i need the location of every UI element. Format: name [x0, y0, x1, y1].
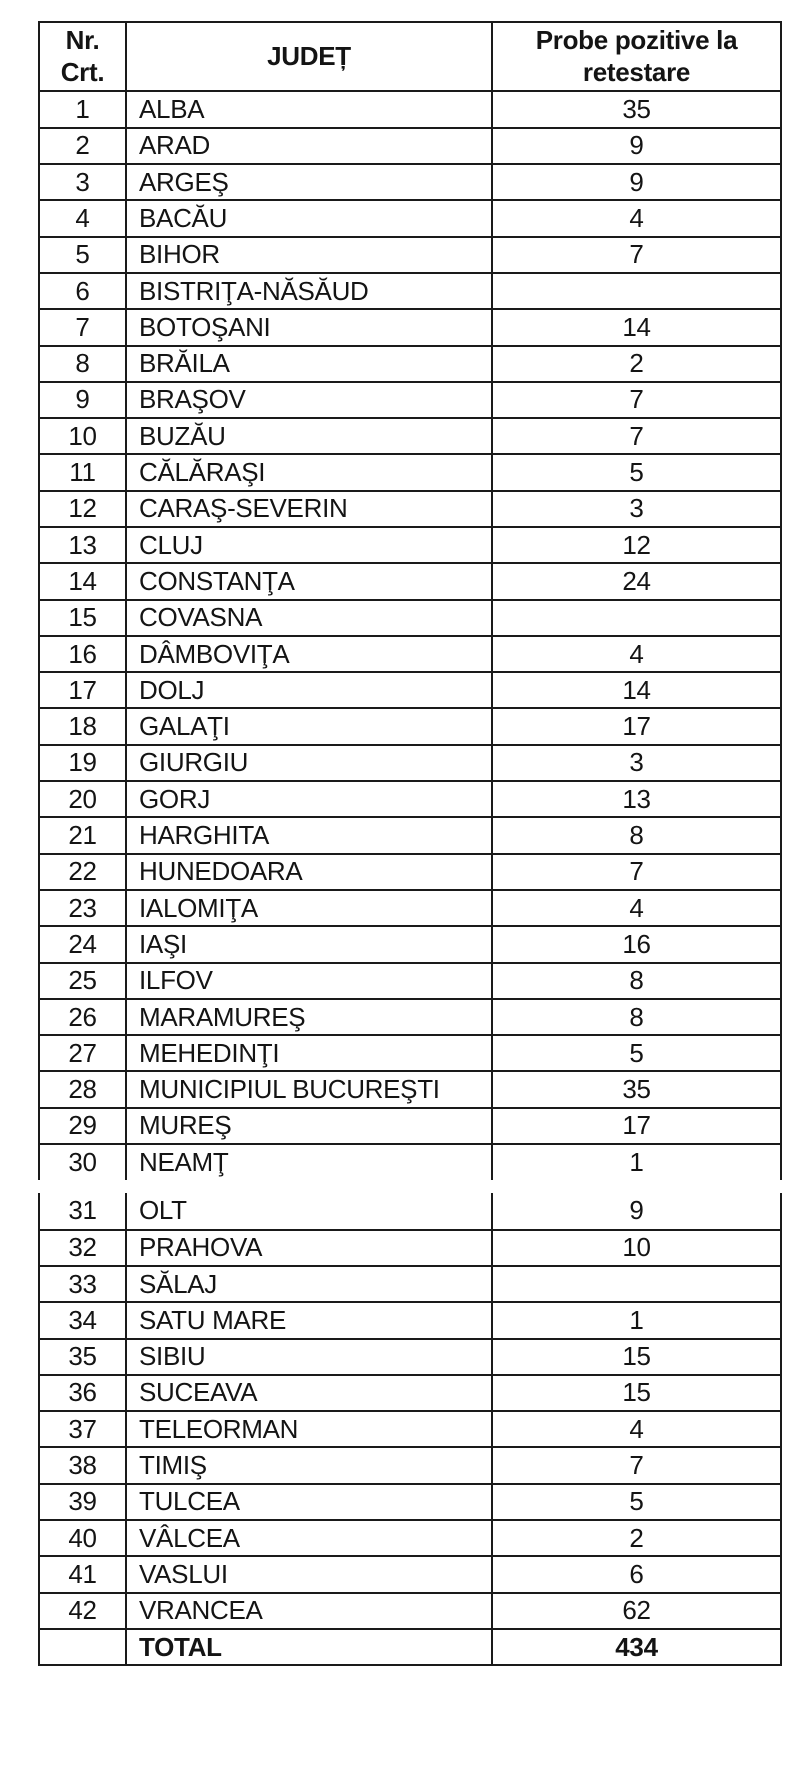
- county-name-cell: SUCEAVA: [126, 1375, 492, 1411]
- row-number-cell: 28: [39, 1071, 126, 1107]
- row-number-cell: 18: [39, 708, 126, 744]
- table-row: [39, 999, 781, 1035]
- county-name-cell: HUNEDOARA: [126, 854, 492, 890]
- table-header: [39, 22, 781, 91]
- row-number-cell: 26: [39, 999, 126, 1035]
- row-number-cell: 35: [39, 1339, 126, 1375]
- row-number-cell: 17: [39, 672, 126, 708]
- row-number-cell: 40: [39, 1520, 126, 1556]
- value-cell: 1: [492, 1302, 781, 1338]
- table-row: [39, 600, 781, 636]
- table-row: [39, 854, 781, 890]
- row-number-cell: 24: [39, 926, 126, 962]
- value-cell: 17: [492, 708, 781, 744]
- row-number-cell: 15: [39, 600, 126, 636]
- total-empty-cell: [39, 1629, 126, 1665]
- row-number-cell: 10: [39, 418, 126, 454]
- value-cell: 8: [492, 963, 781, 999]
- value-cell: 4: [492, 1411, 781, 1447]
- county-name-cell: DOLJ: [126, 672, 492, 708]
- table-row: [39, 817, 781, 853]
- table-row: [39, 91, 781, 127]
- county-name-cell: TIMIŞ: [126, 1447, 492, 1483]
- total-value-cell: 434: [492, 1629, 781, 1665]
- row-number-cell: 1: [39, 91, 126, 127]
- value-cell: 8: [492, 817, 781, 853]
- county-name-cell: PRAHOVA: [126, 1230, 492, 1266]
- header-judet: JUDEȚ: [126, 22, 492, 91]
- county-name-cell: VASLUI: [126, 1556, 492, 1592]
- row-number-cell: 20: [39, 781, 126, 817]
- table-row: [39, 128, 781, 164]
- row-number-cell: 9: [39, 382, 126, 418]
- county-name-cell: MEHEDINŢI: [126, 1035, 492, 1071]
- county-name-cell: ALBA: [126, 91, 492, 127]
- county-name-cell: CONSTANŢA: [126, 563, 492, 599]
- table-row: [39, 1484, 781, 1520]
- value-cell: 17: [492, 1108, 781, 1144]
- county-name-cell: BRĂILA: [126, 346, 492, 382]
- retest-table-part-2: [38, 1193, 782, 1666]
- table-row: [39, 237, 781, 273]
- county-name-cell: DÂMBOVIŢA: [126, 636, 492, 672]
- county-name-cell: VRANCEA: [126, 1593, 492, 1629]
- row-number-cell: 19: [39, 745, 126, 781]
- table-row: [39, 745, 781, 781]
- value-cell: 10: [492, 1230, 781, 1266]
- table-row: [39, 1108, 781, 1144]
- value-cell: 1: [492, 1144, 781, 1180]
- table-row: [39, 382, 781, 418]
- table-row: [39, 1520, 781, 1556]
- header-nr-crt: Nr. Crt.: [39, 22, 126, 91]
- county-name-cell: BISTRIŢA-NĂSĂUD: [126, 273, 492, 309]
- county-name-cell: ILFOV: [126, 963, 492, 999]
- county-name-cell: IALOMIŢA: [126, 890, 492, 926]
- table-row: [39, 1035, 781, 1071]
- county-name-cell: TELEORMAN: [126, 1411, 492, 1447]
- table-row: [39, 1447, 781, 1483]
- table-row: [39, 1193, 781, 1229]
- row-number-cell: 16: [39, 636, 126, 672]
- value-cell: 4: [492, 890, 781, 926]
- value-cell: 9: [492, 128, 781, 164]
- table-row: [39, 926, 781, 962]
- value-cell: 5: [492, 1035, 781, 1071]
- row-number-cell: 8: [39, 346, 126, 382]
- row-number-cell: 39: [39, 1484, 126, 1520]
- row-number-cell: 33: [39, 1266, 126, 1302]
- table-row: [39, 418, 781, 454]
- county-name-cell: MARAMUREŞ: [126, 999, 492, 1035]
- table-row: [39, 672, 781, 708]
- row-number-cell: 37: [39, 1411, 126, 1447]
- value-cell: 9: [492, 164, 781, 200]
- value-cell: [492, 1266, 781, 1302]
- value-cell: 9: [492, 1193, 781, 1229]
- county-name-cell: GIURGIU: [126, 745, 492, 781]
- value-cell: 4: [492, 636, 781, 672]
- county-name-cell: BIHOR: [126, 237, 492, 273]
- value-cell: 7: [492, 237, 781, 273]
- row-number-cell: 34: [39, 1302, 126, 1338]
- value-cell: 5: [492, 1484, 781, 1520]
- county-name-cell: GALAŢI: [126, 708, 492, 744]
- county-name-cell: IAŞI: [126, 926, 492, 962]
- document-table: [38, 21, 780, 1666]
- table-row: [39, 454, 781, 490]
- table-row: [39, 963, 781, 999]
- total-row: [39, 1629, 781, 1665]
- value-cell: 62: [492, 1593, 781, 1629]
- value-cell: 7: [492, 418, 781, 454]
- value-cell: 6: [492, 1556, 781, 1592]
- county-name-cell: CLUJ: [126, 527, 492, 563]
- table-row: [39, 200, 781, 236]
- value-cell: 7: [492, 854, 781, 890]
- table-row: [39, 1556, 781, 1592]
- county-name-cell: CĂLĂRAŞI: [126, 454, 492, 490]
- row-number-cell: 36: [39, 1375, 126, 1411]
- value-cell: 8: [492, 999, 781, 1035]
- value-cell: 14: [492, 672, 781, 708]
- county-name-cell: ARGEŞ: [126, 164, 492, 200]
- table-row: [39, 563, 781, 599]
- value-cell: 12: [492, 527, 781, 563]
- retest-table-part-1: [38, 21, 782, 1180]
- value-cell: 15: [492, 1375, 781, 1411]
- table-row: [39, 1071, 781, 1107]
- county-name-cell: MUNICIPIUL BUCUREŞTI: [126, 1071, 492, 1107]
- value-cell: 24: [492, 563, 781, 599]
- row-number-cell: 29: [39, 1108, 126, 1144]
- value-cell: 35: [492, 1071, 781, 1107]
- header-row: [39, 22, 781, 91]
- row-number-cell: 6: [39, 273, 126, 309]
- row-number-cell: 14: [39, 563, 126, 599]
- value-cell: 7: [492, 1447, 781, 1483]
- table-row: [39, 527, 781, 563]
- header-probe-pozitive: Probe pozitive la retestare: [492, 22, 781, 91]
- table-row: [39, 708, 781, 744]
- county-name-cell: BOTOŞANI: [126, 309, 492, 345]
- row-number-cell: 42: [39, 1593, 126, 1629]
- table-row: [39, 309, 781, 345]
- county-name-cell: BACĂU: [126, 200, 492, 236]
- row-number-cell: 23: [39, 890, 126, 926]
- county-name-cell: SĂLAJ: [126, 1266, 492, 1302]
- county-name-cell: NEAMŢ: [126, 1144, 492, 1180]
- table-row: [39, 1144, 781, 1180]
- county-name-cell: BUZĂU: [126, 418, 492, 454]
- county-name-cell: SATU MARE: [126, 1302, 492, 1338]
- county-name-cell: MUREŞ: [126, 1108, 492, 1144]
- table-row: [39, 273, 781, 309]
- value-cell: [492, 600, 781, 636]
- county-name-cell: GORJ: [126, 781, 492, 817]
- row-number-cell: 31: [39, 1193, 126, 1229]
- value-cell: 15: [492, 1339, 781, 1375]
- table-row: [39, 1375, 781, 1411]
- row-number-cell: 27: [39, 1035, 126, 1071]
- row-number-cell: 41: [39, 1556, 126, 1592]
- county-name-cell: BRAŞOV: [126, 382, 492, 418]
- county-name-cell: SIBIU: [126, 1339, 492, 1375]
- county-name-cell: ARAD: [126, 128, 492, 164]
- county-name-cell: OLT: [126, 1193, 492, 1229]
- table-row: [39, 1302, 781, 1338]
- row-number-cell: 4: [39, 200, 126, 236]
- county-name-cell: HARGHITA: [126, 817, 492, 853]
- table-row: [39, 1339, 781, 1375]
- county-name-cell: CARAŞ-SEVERIN: [126, 491, 492, 527]
- table-row: [39, 1411, 781, 1447]
- value-cell: 2: [492, 1520, 781, 1556]
- table-row: [39, 1266, 781, 1302]
- table-row: [39, 491, 781, 527]
- row-number-cell: 5: [39, 237, 126, 273]
- row-number-cell: 13: [39, 527, 126, 563]
- table-row: [39, 890, 781, 926]
- table-body-part-1: [39, 91, 781, 1180]
- value-cell: 16: [492, 926, 781, 962]
- table-row: [39, 1230, 781, 1266]
- value-cell: [492, 273, 781, 309]
- row-number-cell: 7: [39, 309, 126, 345]
- value-cell: 7: [492, 382, 781, 418]
- table-row: [39, 781, 781, 817]
- row-number-cell: 21: [39, 817, 126, 853]
- table-row: [39, 346, 781, 382]
- row-number-cell: 32: [39, 1230, 126, 1266]
- row-number-cell: 11: [39, 454, 126, 490]
- row-number-cell: 3: [39, 164, 126, 200]
- row-number-cell: 2: [39, 128, 126, 164]
- total-label-cell: TOTAL: [126, 1629, 492, 1665]
- value-cell: 13: [492, 781, 781, 817]
- table-row: [39, 1593, 781, 1629]
- value-cell: 3: [492, 745, 781, 781]
- value-cell: 5: [492, 454, 781, 490]
- value-cell: 35: [492, 91, 781, 127]
- row-number-cell: 30: [39, 1144, 126, 1180]
- row-number-cell: 25: [39, 963, 126, 999]
- county-name-cell: COVASNA: [126, 600, 492, 636]
- county-name-cell: VÂLCEA: [126, 1520, 492, 1556]
- value-cell: 2: [492, 346, 781, 382]
- table-body-part-2: [39, 1193, 781, 1665]
- value-cell: 4: [492, 200, 781, 236]
- value-cell: 3: [492, 491, 781, 527]
- table-row: [39, 636, 781, 672]
- value-cell: 14: [492, 309, 781, 345]
- row-number-cell: 38: [39, 1447, 126, 1483]
- row-number-cell: 12: [39, 491, 126, 527]
- table-row: [39, 164, 781, 200]
- row-number-cell: 22: [39, 854, 126, 890]
- county-name-cell: TULCEA: [126, 1484, 492, 1520]
